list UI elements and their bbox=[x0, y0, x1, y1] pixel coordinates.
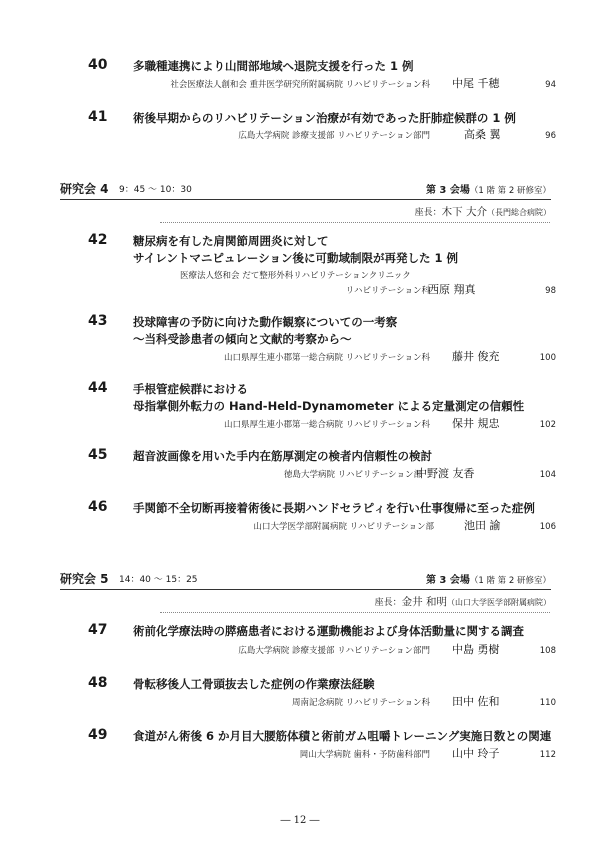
program-entry bbox=[60, 232, 556, 302]
entry-affiliation: 広島大学病院 診療支援部 リハビリテーション部門 bbox=[238, 131, 430, 141]
session-rule bbox=[60, 589, 551, 591]
entry-title: 超音波画像を用いた手内在筋厚測定の検者内信頼性の検討 bbox=[133, 449, 432, 463]
entry-page-number: 104 bbox=[539, 470, 556, 480]
entry-page-number: 96 bbox=[545, 131, 556, 141]
program-entry bbox=[60, 380, 556, 440]
entry-author: 中野渡 友香 bbox=[416, 467, 475, 480]
session-name: 研究会 4 bbox=[60, 182, 109, 196]
session-time: 9：45 〜 10：30 bbox=[119, 185, 192, 195]
session-venue: 第 3 会場（1 階 第 2 研修室） bbox=[425, 185, 551, 196]
entry-number: 42 bbox=[88, 232, 108, 248]
entry-page-number: 98 bbox=[545, 286, 556, 296]
entry-title: 手根管症候群における 母指掌側外転力の Hand-Held-Dynamometer による定量測定の信頼性 bbox=[133, 382, 525, 413]
entry-author: 田中 佐和 bbox=[452, 695, 500, 708]
session-chair: 座長：金井 和明（山口大学医学部附属病院） bbox=[374, 596, 551, 608]
entry-number: 40 bbox=[88, 57, 108, 73]
program-entry bbox=[60, 727, 556, 787]
entry-page-number: 94 bbox=[545, 80, 556, 90]
entry-affiliation: 広島大学病院 診療支援部 リハビリテーション部門 bbox=[238, 646, 430, 656]
entry-title: 投球障害の予防に向けた動作観察についての一考察 〜当科受診患者の傾向と文献的考察から〜 bbox=[133, 315, 398, 346]
entry-title: 糖尿病を有した肩関節周囲炎に対して サイレントマニピュレーション後に可動域制限が再発した 1 例 bbox=[133, 234, 458, 265]
entry-affiliation: 山口県厚生連小郡第一総合病院 リハビリテーション科 bbox=[224, 353, 430, 363]
entry-page-number: 106 bbox=[539, 522, 556, 532]
entry-title: 術後早期からのリハビリテーション治療が有効であった肝肺症候群の 1 例 bbox=[133, 111, 516, 125]
entry-author: 西原 翔真 bbox=[428, 283, 476, 296]
entry-page-number: 108 bbox=[539, 646, 556, 656]
entry-author: 中島 勇樹 bbox=[452, 643, 500, 656]
program-entry bbox=[60, 313, 556, 373]
entry-author: 保井 規忠 bbox=[452, 417, 500, 430]
page-footer: ― 12 ― bbox=[280, 815, 320, 826]
entry-number: 47 bbox=[88, 622, 108, 638]
entry-page-number: 112 bbox=[539, 750, 556, 760]
session-header bbox=[60, 568, 551, 590]
program-entry bbox=[60, 109, 556, 169]
program-entry bbox=[60, 447, 556, 507]
entry-author: 池田 諭 bbox=[464, 519, 501, 532]
entry-page-number: 102 bbox=[539, 420, 556, 430]
entry-affiliation: 山口県厚生連小郡第一総合病院 リハビリテーション科 bbox=[224, 420, 430, 430]
entry-title: 多職種連携により山間部地域へ退院支援を行った 1 例 bbox=[133, 59, 414, 73]
entry-number: 43 bbox=[88, 313, 108, 329]
session-name: 研究会 5 bbox=[60, 572, 109, 586]
chair-divider bbox=[160, 222, 550, 223]
entry-title: 骨転移後人工骨頭抜去した症例の作業療法経験 bbox=[133, 677, 375, 691]
entry-author: 山中 玲子 bbox=[452, 747, 500, 760]
entry-author: 高桑 翼 bbox=[464, 128, 501, 141]
session-chair: 座長：木下 大介（長門総合病院） bbox=[414, 206, 551, 218]
session-venue: 第 3 会場（1 階 第 2 研修室） bbox=[425, 575, 551, 586]
entry-number: 48 bbox=[88, 675, 108, 691]
entry-number: 44 bbox=[88, 380, 108, 396]
entry-affiliation: 周南記念病院 リハビリテーション科 bbox=[292, 698, 430, 708]
entry-affiliation: リハビリテーション科 bbox=[345, 286, 430, 296]
entry-number: 41 bbox=[88, 109, 108, 125]
session-header bbox=[60, 178, 551, 200]
entry-title: 手関節不全切断再接着術後に長期ハンドセラピィを行い仕事復帰に至った症例 bbox=[133, 501, 535, 515]
entry-author: 藤井 俊充 bbox=[452, 350, 500, 363]
session-time: 14：40 〜 15：25 bbox=[119, 575, 198, 585]
entry-affiliation: 医療法人悠和会 だて整形外科リハビリテーションクリニック bbox=[180, 271, 411, 281]
entry-number: 46 bbox=[88, 499, 108, 515]
entry-affiliation: 社会医療法人創和会 重井医学研究所附属病院 リハビリテーション科 bbox=[170, 80, 430, 90]
entry-affiliation: 岡山大学病院 歯科・予防歯科部門 bbox=[299, 750, 430, 760]
session-rule bbox=[60, 199, 551, 201]
entry-page-number: 110 bbox=[539, 698, 556, 708]
entry-page-number: 100 bbox=[539, 353, 556, 363]
entry-number: 49 bbox=[88, 727, 108, 743]
entry-author: 中尾 千穂 bbox=[452, 77, 500, 90]
chair-divider bbox=[160, 612, 550, 613]
entry-title: 食道がん術後 6 か月目大腰筋体積と術前ガム咀嚼トレーニング実施日数との関連 bbox=[133, 729, 552, 743]
entry-affiliation: 山口大学医学部附属病院 リハビリテーション部 bbox=[253, 522, 434, 532]
entry-title: 術前化学療法時の膵癌患者における運動機能および身体活動量に関する調査 bbox=[133, 624, 524, 638]
entry-affiliation: 徳島大学病院 リハビリテーション部 bbox=[284, 470, 422, 480]
program-entry bbox=[60, 675, 556, 735]
entry-number: 45 bbox=[88, 447, 108, 463]
program-entry bbox=[60, 622, 556, 682]
program-entry bbox=[60, 499, 556, 559]
program-entry bbox=[60, 57, 556, 117]
